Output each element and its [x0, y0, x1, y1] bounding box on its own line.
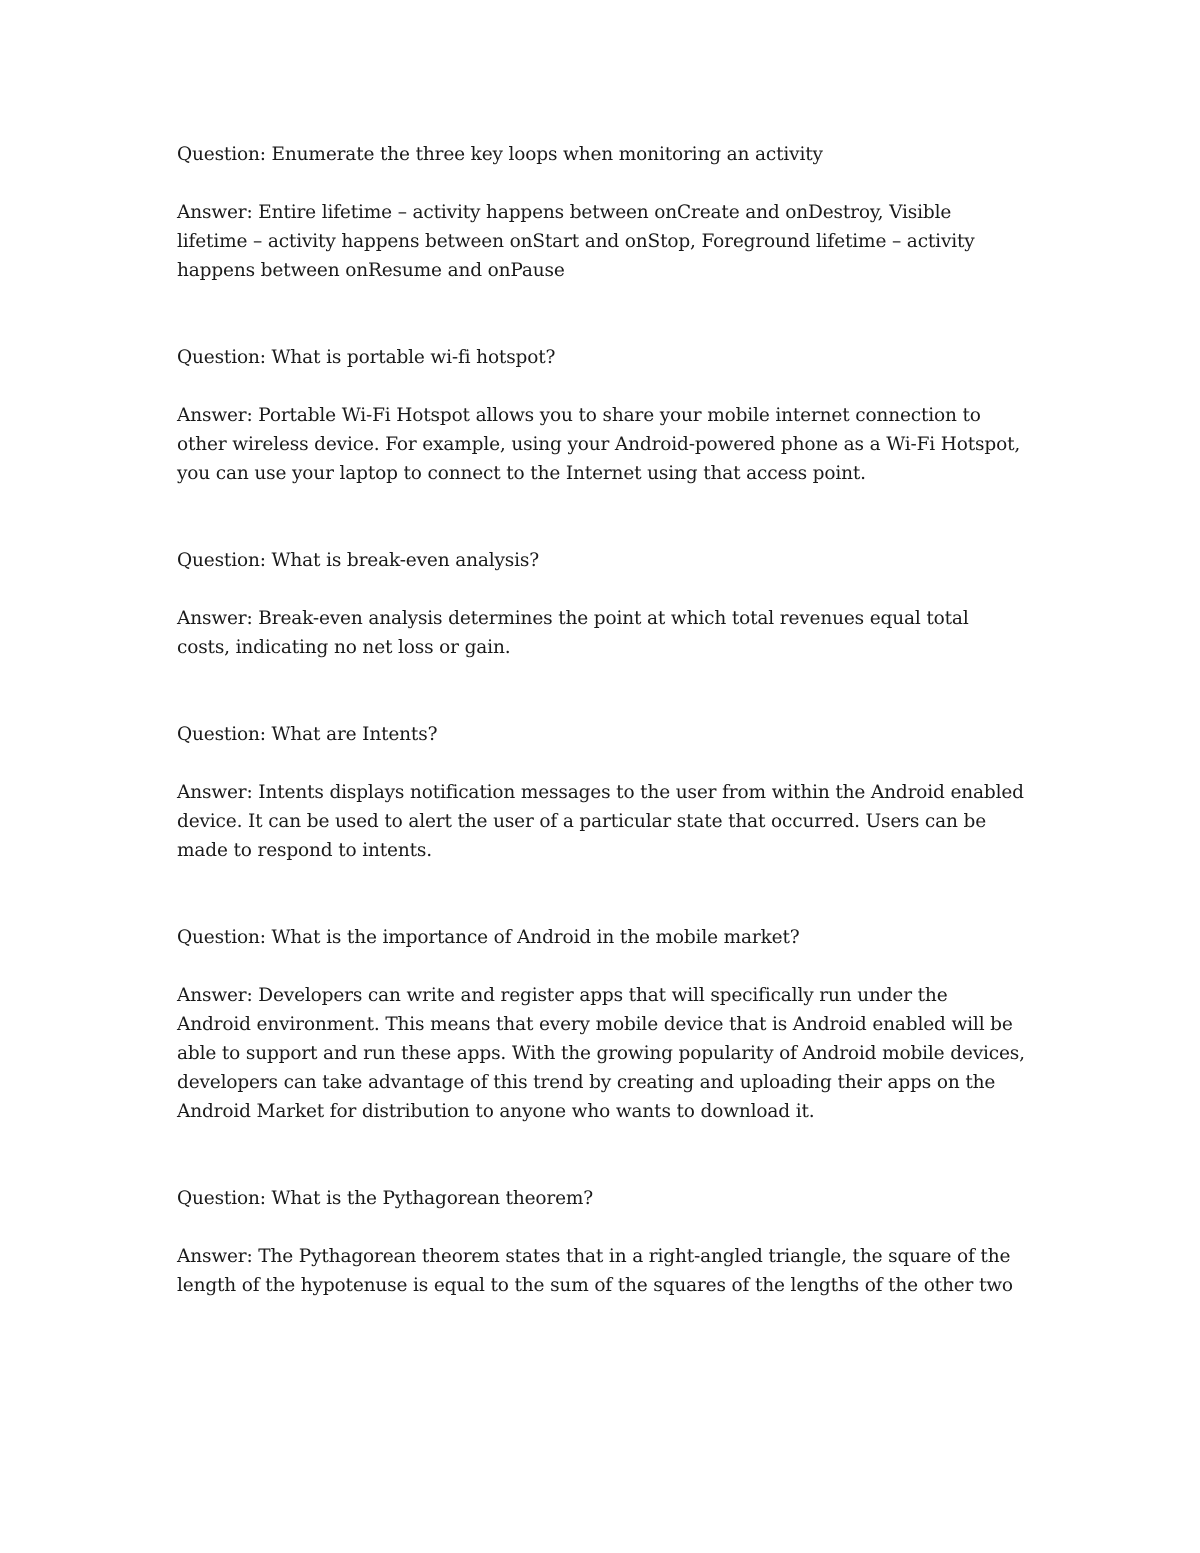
answer-text: Answer: Intents displays notification messages to the user from within the Android enabled device. It can be used to alert the user of a particular state that occurred. Users can be made to respond to intents. — [177, 782, 1024, 861]
question-text: Question: What is portable wi-fi hotspot? — [177, 347, 556, 368]
question-text: Question: What is the importance of Android in the mobile market? — [177, 927, 800, 948]
question-text: Question: What is the Pythagorean theorem? — [177, 1188, 594, 1209]
document-body — [177, 140, 1027, 1300]
qa-item — [177, 546, 1027, 662]
question-text: Question: What are Intents? — [177, 724, 438, 745]
question-text: Question: What is break-even analysis? — [177, 550, 540, 571]
answer-text: Answer: Entire lifetime – activity happens between onCreate and onDestroy, Visible lifetime – activity happens between onStart and onStop, Foreground lifetime – activity happens between onResume and onPause — [177, 202, 975, 281]
question-text: Question: Enumerate the three key loops when monitoring an activity — [177, 144, 823, 165]
qa-item — [177, 343, 1027, 488]
qa-item — [177, 1184, 1027, 1300]
qa-item — [177, 140, 1027, 285]
answer-text: Answer: The Pythagorean theorem states that in a right-angled triangle, the square of the length of the hypotenuse is equal to the sum of the squares of the lengths of the other two — [177, 1246, 1013, 1296]
answer-text: Answer: Portable Wi-Fi Hotspot allows you to share your mobile internet connection to other wireless device. For example, using your Android-powered phone as a Wi-Fi Hotspot, you can use your laptop to connect to the Internet using that access point. — [177, 405, 1021, 484]
answer-text: Answer: Break-even analysis determines the point at which total revenues equal total costs, indicating no net loss or gain. — [177, 608, 969, 658]
qa-item — [177, 923, 1027, 1126]
qa-item — [177, 720, 1027, 865]
answer-text: Answer: Developers can write and register apps that will specifically run under the Android environment. This means that every mobile device that is Android enabled will be able to support and run these apps. With the growing popularity of Android mobile devices, developers can take advantage of this trend by creating and uploading their apps on the Android Market for distribution to anyone who wants to download it. — [177, 985, 1025, 1122]
